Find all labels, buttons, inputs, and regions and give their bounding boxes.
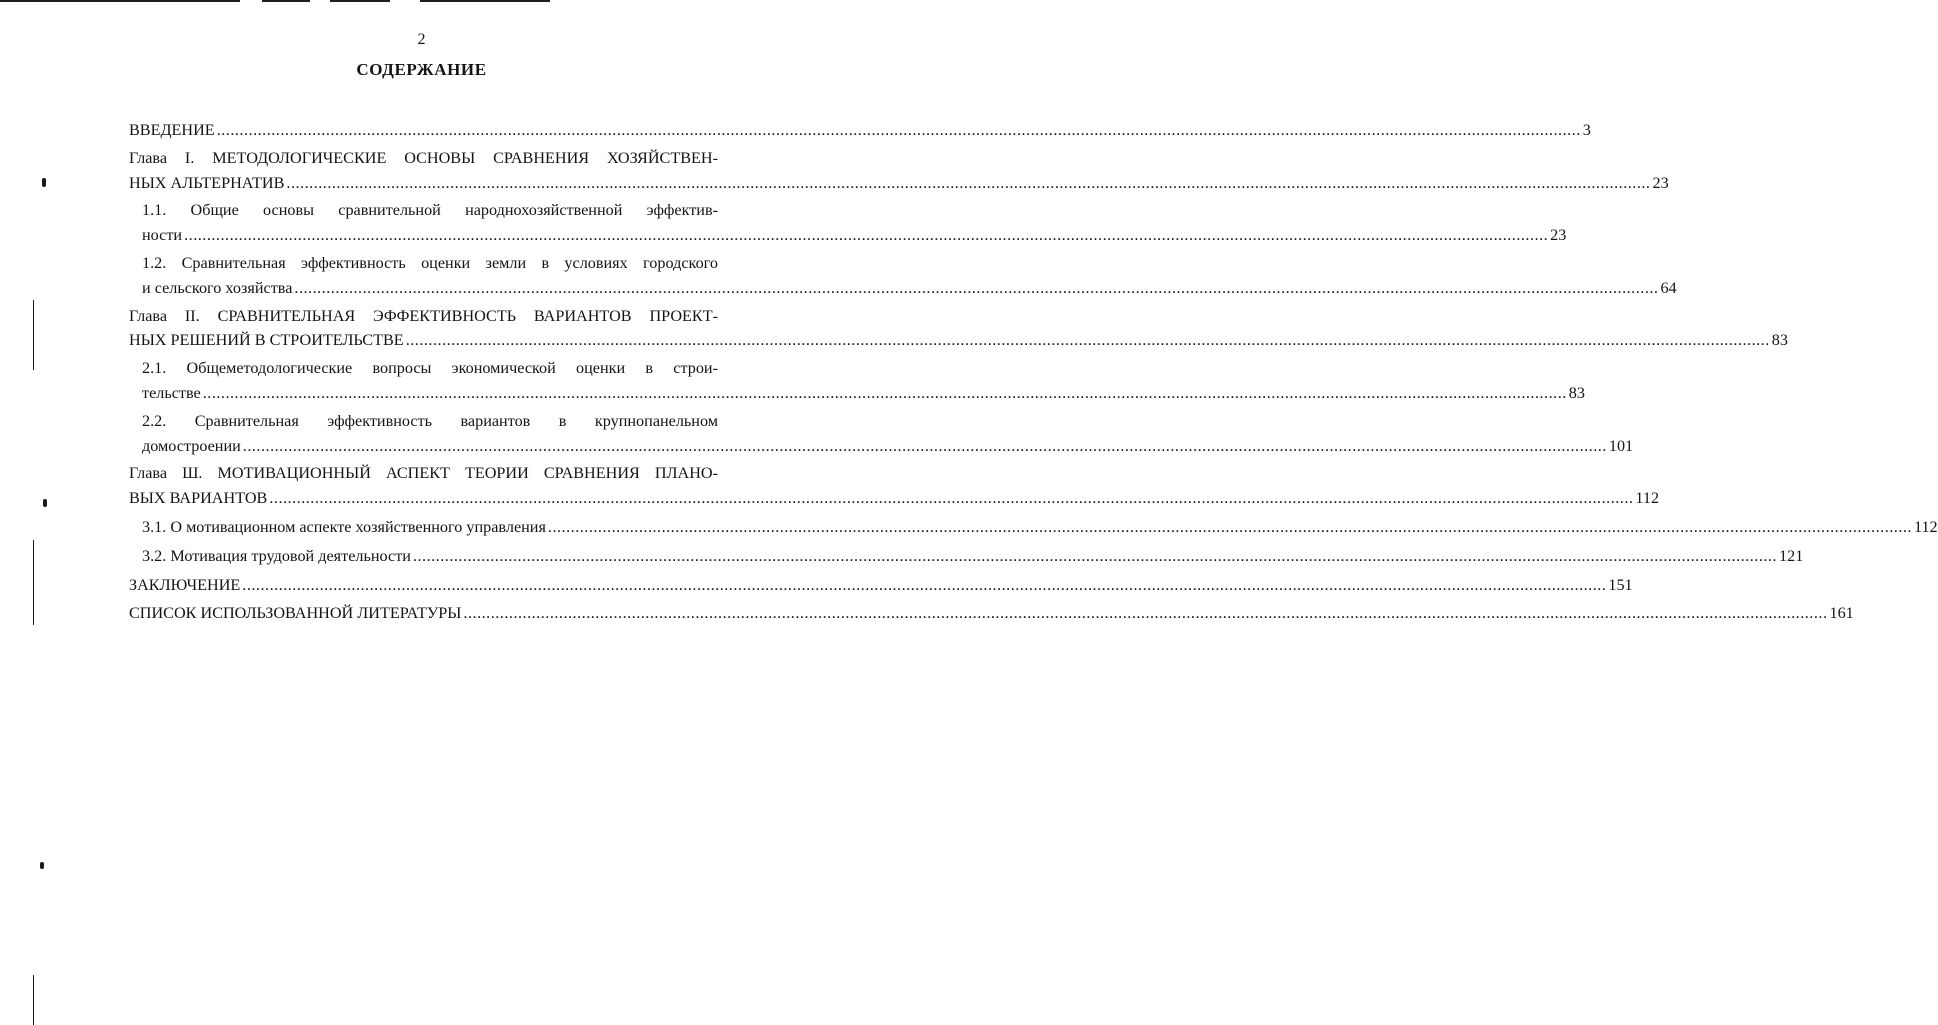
toc-leader-dots: ............................................................................................................................................................................................................................................................................................................	[184, 226, 1549, 245]
scan-edge-line	[330, 0, 390, 2]
toc-entry-text: ВВЕДЕНИЕ	[129, 121, 215, 139]
toc-page-number: 64	[1660, 278, 1677, 297]
toc-entry-section-1-1[interactable]	[129, 198, 1567, 248]
toc-leader-dots: ............................................................................................................................................................................................................................................................................................................	[463, 604, 1828, 623]
toc-entry-text: ности	[142, 226, 183, 245]
toc-entry-text: 3.1. О мотивационном аспекте хозяйственного управления	[142, 517, 546, 536]
toc-entry-text: 1.2. Сравнительная эффективность оценки земли в условиях городского	[142, 253, 718, 272]
toc-entry-text: 2.2. Сравнительная эффективность вариантов в крупнопанельном	[142, 411, 718, 430]
toc-entry-introduction[interactable]	[129, 118, 1591, 143]
toc-leader-dots: ............................................................................................................................................................................................................................................................................................................	[405, 331, 1770, 350]
toc-entry-text: НЫХ РЕШЕНИЙ В СТРОИТЕЛЬСТВЕ	[129, 331, 404, 350]
toc-page-number: 83	[1568, 383, 1585, 402]
toc-entry-section-1-2[interactable]	[129, 251, 1677, 301]
scan-speck	[43, 499, 47, 507]
scan-edge-line	[0, 0, 240, 2]
toc-entry-chapter-2[interactable]	[129, 304, 1788, 354]
toc-entry-section-3-2[interactable]	[129, 544, 1804, 569]
toc-page-number: 23	[1652, 173, 1669, 192]
page-number: 2	[417, 31, 426, 48]
toc-entry-text: 1.1. Общие основы сравнительной народнохозяйственной эффектив-	[142, 201, 718, 220]
scan-edge-line	[420, 0, 550, 2]
page-title: СОДЕРЖАНИЕ	[356, 60, 487, 79]
toc-entry-references[interactable]	[129, 601, 1854, 626]
toc-entry-text: Глава II. СРАВНИТЕЛЬНАЯ ЭФФЕКТИВНОСТЬ ВАРИАНТОВ ПРОЕКТ-	[129, 306, 718, 325]
toc-leader-dots: ............................................................................................................................................................................................................................................................................................................	[294, 278, 1659, 297]
toc-page-number: 101	[1608, 436, 1634, 455]
toc-leader-dots: ............................................................................................................................................................................................................................................................................................................	[242, 575, 1607, 594]
table-of-contents	[129, 118, 1938, 626]
toc-page-number: 112	[1913, 517, 1938, 536]
toc-leader-dots: ............................................................................................................................................................................................................................................................................................................	[202, 383, 1567, 402]
toc-page-number: 23	[1550, 226, 1567, 245]
toc-entry-text: тельстве	[142, 383, 201, 402]
toc-leader-dots: ............................................................................................................................................................................................................................................................................................................	[286, 173, 1651, 192]
toc-leader-dots: ............................................................................................................................................................................................................................................................................................................	[242, 436, 1607, 455]
toc-page-number: 151	[1608, 575, 1633, 594]
scan-speck	[33, 975, 34, 1025]
toc-entry-section-2-1[interactable]	[129, 356, 1585, 406]
toc-entry-chapter-3[interactable]	[129, 461, 1660, 511]
toc-entry-text: 3.2. Мотивация трудовой деятельности	[142, 546, 411, 565]
scan-speck	[42, 178, 46, 187]
toc-entry-text: домостроении	[142, 436, 241, 455]
toc-entry-text: 2.1. Общеметодологические вопросы экономической оценки в строи-	[142, 359, 718, 378]
toc-leader-dots: ............................................................................................................................................................................................................................................................................................................	[547, 517, 1912, 536]
toc-entry-text: Глава I. МЕТОДОЛОГИЧЕСКИЕ ОСНОВЫ СРАВНЕНИЯ ХОЗЯЙСТВЕН-	[129, 148, 718, 167]
scan-edge-line	[262, 0, 310, 2]
toc-page-number: 161	[1829, 604, 1854, 623]
toc-leader-dots: ............................................................................................................................................................................................................................................................................................................	[412, 546, 1777, 565]
toc-entry-text: СПИСОК ИСПОЛЬЗОВАННОЙ ЛИТЕРАТУРЫ	[129, 604, 462, 623]
toc-entry-text: ЗАКЛЮЧЕНИЕ	[129, 575, 241, 594]
toc-entry-chapter-1[interactable]	[129, 146, 1669, 196]
toc-entry-section-3-1[interactable]	[129, 515, 1938, 540]
toc-entry-conclusion[interactable]	[129, 573, 1633, 598]
toc-leader-dots: ............................................................................................................................................................................................................................................................................................................	[216, 121, 1581, 139]
toc-leader-dots: ............................................................................................................................................................................................................................................................................................................	[269, 489, 1634, 508]
scan-speck	[33, 300, 34, 370]
toc-page-number: 3	[1582, 121, 1591, 139]
toc-entry-text: и сельского хозяйства	[142, 278, 293, 297]
toc-entry-text: НЫХ АЛЬТЕРНАТИВ	[129, 173, 285, 192]
scan-speck	[33, 540, 34, 625]
toc-page-number: 83	[1771, 331, 1788, 350]
toc-entry-section-2-2[interactable]	[129, 409, 1634, 459]
toc-entry-text: ВЫХ ВАРИАНТОВ	[129, 489, 268, 508]
toc-page-number: 112	[1635, 489, 1660, 508]
scan-speck	[40, 862, 44, 869]
toc-entry-text: Глава Ш. МОТИВАЦИОННЫЙ АСПЕКТ ТЕОРИИ СРАВНЕНИЯ ПЛАНО-	[129, 464, 718, 483]
toc-page-number: 121	[1779, 546, 1804, 565]
